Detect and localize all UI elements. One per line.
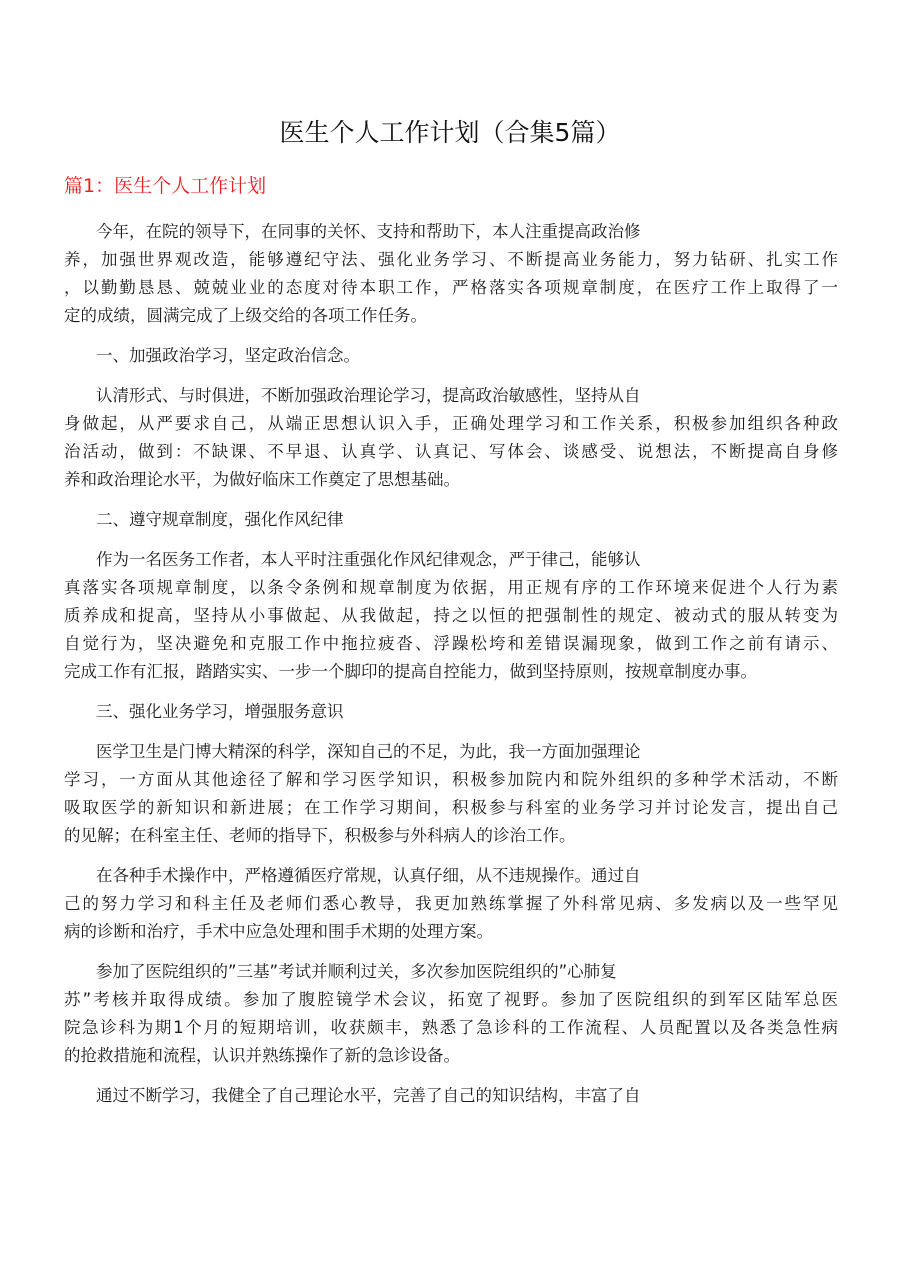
paragraph-line: 医学卫生是门博大精深的科学，深知自己的不足，为此，我一方面加强理论 — [96, 742, 641, 761]
paragraph — [64, 862, 838, 946]
paragraph-line: 一、加强政治学习，坚定政治信念。 — [96, 346, 360, 365]
paragraph-line: 今年，在院的领导下，在同事的关怀、支持和帮助下，本人注重提高政治修 — [96, 222, 641, 241]
paragraph — [64, 342, 838, 370]
paragraph — [64, 698, 838, 726]
paragraph-line: 自觉行为，坚决避免和克服工作中拖拉疲沓、浮躁松垮和差错误漏现象，做到工作之前有请示、 — [64, 634, 838, 653]
paragraph-line: 三、强化业务学习，增强服务意识 — [96, 702, 344, 721]
paragraph-line: 院急诊科为期1个月的短期培训，收获颇丰，熟悉了急诊科的工作流程、人员配置以及各类急性病 — [64, 1018, 838, 1037]
paragraph-line: 质养成和捉高，坚持从小事做起、从我做起，持之以恒的把强制性的规定、被动式的服从转变为 — [64, 606, 838, 625]
paragraph — [64, 506, 838, 534]
paragraph — [64, 546, 838, 686]
paragraph-line: 吸取医学的新知识和新进展；在工作学习期间，积极参与科室的业务学习并讨论发言，提出自己 — [64, 798, 838, 817]
paragraph-line: 的见解；在科室主任、老师的指导下，积极参与外科病人的诊治工作。 — [64, 826, 576, 845]
paragraph-line: 治活动，做到：不缺课、不早退、认真学、认真记、写体会、谈感受、说想法，不断提高自身修 — [64, 442, 838, 461]
paragraph — [64, 738, 838, 850]
paragraph-line: 养和政治理论水平，为做好临床工作奠定了思想基础。 — [64, 470, 460, 489]
paragraph-line: 己的努力学习和科主任及老师们悉心教导，我更加熟练掌握了外科常见病、多发病以及一些罕见 — [64, 894, 838, 913]
paragraph-line: 的抢救措施和流程，认识并熟练操作了新的急诊设备。 — [64, 1046, 460, 1065]
paragraph — [64, 958, 838, 1070]
document-body — [64, 218, 838, 1122]
paragraph-line: 养，加强世界观改造，能够遵纪守法、强化业务学习、不断提高业务能力，努力钻研、扎实工作 — [64, 250, 838, 269]
paragraph-line: 身做起，从严要求自己，从端正思想认识入手，正确处理学习和工作关系，积极参加组织各种政 — [64, 414, 838, 433]
paragraph-line: 真落实各项规章制度，以条令条例和规章制度为依据，用正规有序的工作环境来促进个人行为素 — [64, 578, 838, 597]
paragraph-line: ，以勤勤恳恳、兢兢业业的态度对待本职工作，严格落实各项规章制度，在医疗工作上取得了一 — [64, 278, 838, 297]
paragraph-line: 认清形式、与时俱进，不断加强政治理论学习，提高政治敏感性，坚持从自 — [96, 386, 641, 405]
paragraph-line: 学习，一方面从其他途径了解和学习医学知识，积极参加院内和院外组织的多种学术活动，不断 — [64, 770, 838, 789]
paragraph-line: 病的诊断和治疗，手术中应急处理和围手术期的处理方案。 — [64, 922, 493, 941]
paragraph-line: 参加了医院组织的”三基”考试并顺利过关，多次参加医院组织的”心肺复 — [96, 962, 617, 981]
paragraph-line: 苏”考核并取得成绩。参加了腹腔镜学术会议，拓宽了视野。参加了医院组织的到军区陆军总医 — [64, 990, 838, 1009]
paragraph — [64, 1082, 838, 1110]
paragraph-line: 二、遵守规章制度，强化作风纪律 — [96, 510, 344, 529]
paragraph — [64, 382, 838, 494]
paragraph-line: 完成工作有汇报，踏踏实实、一步一个脚印的提高自控能力，做到坚持原则，按规章制度办事。 — [64, 662, 757, 681]
section-heading: 篇1：医生个人工作计划 — [64, 175, 267, 197]
paragraph-line: 定的成绩，圆满完成了上级交给的各项工作任务。 — [64, 306, 427, 325]
document-title: 医生个人工作计划（合集5篇） — [279, 118, 621, 147]
paragraph-line: 在各种手术操作中，严格遵循医疗常规，认真仔细，从不违规操作。通过自 — [96, 866, 641, 885]
paragraph-line: 通过不断学习，我健全了自己理论水平，完善了自己的知识结构，丰富了自 — [96, 1086, 641, 1105]
paragraph — [64, 218, 838, 330]
paragraph-line: 作为一名医务工作者，本人平时注重强化作风纪律观念，严于律己，能够认 — [96, 550, 641, 569]
